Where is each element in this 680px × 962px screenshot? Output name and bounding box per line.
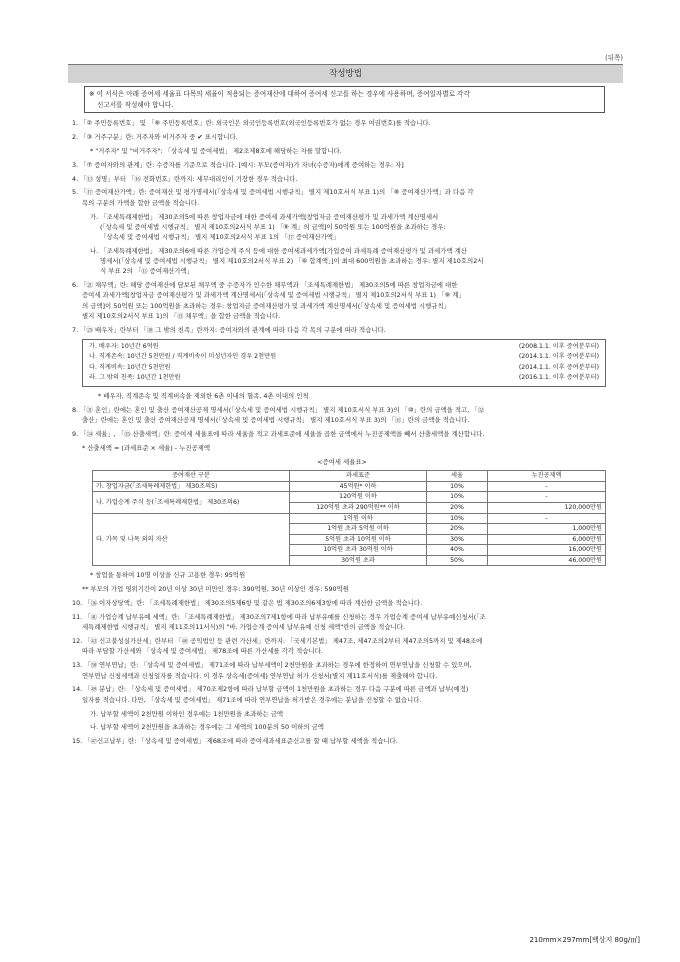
instruction-item-15: 15. 「㊼신고납부」란: 「상속세 및 증여세법」 제68조에 따라 증여세과세표준신고를 할 때 납부할 세액을 적습니다. <box>72 737 398 746</box>
table-cell: 다. 가목 및 나목 외의 자산 <box>93 513 290 566</box>
instruction-item-14 <box>72 684 612 704</box>
instruction-item-2 <box>72 132 612 142</box>
table-cell: 30% <box>427 534 488 545</box>
item-line: 증여세 과세가액[창업자금 증여재산평가 및 과세가액 계산명세서(「상속세 및 증여세법 시행규칙」 별지 제10호의2서식 부표 1) 「⑨ 계」 <box>82 291 465 300</box>
item-line: 따라 부담할 가산세와 「상속세 및 증여세법」 제78조에 따른 가산세를 각각 적습니다. <box>82 647 323 656</box>
table-note: ** 부모의 가업 영위기간이 20년 이상 30년 미만인 경우: 390억원, 30년 이상인 경우: 590억원 <box>82 585 349 594</box>
table-cell: 10% <box>427 481 488 492</box>
instruction-item-11 <box>72 612 612 632</box>
calc-note: * 산출세액 = (과세표준 × 세율) - 누진공제액 <box>82 443 211 452</box>
table-cell: 30억원 초과 <box>290 555 427 566</box>
item-line: 2. 「③ 거주구분」란: 거주자와 비거주자 중 ✔ 표시합니다. <box>72 132 238 141</box>
item-line: 10. 「㊱ 이자상당액」란: 「조세특례제한법」 제30조의5제6항 및 같은 법 제30조의6제3항에 따라 계산한 금액을 적습니다. <box>72 599 423 608</box>
paper-spec-footer: 210mm×297mm[백상지 80g/㎡] <box>529 936 640 944</box>
relation-row <box>83 342 605 353</box>
table-row <box>93 481 606 492</box>
instruction-item-14-sub-a: 가. 납부할 세액이 2천만원 이하인 경우에는 1천만원을 초과하는 금액 <box>90 709 284 718</box>
table-header-row <box>93 471 606 482</box>
table-header: 과세표준 <box>290 471 427 482</box>
tax-table-title: <증여세 세율표> <box>317 457 367 466</box>
notice-line: 신고서를 작성해야 합니다. <box>97 100 174 109</box>
notice-line: ※ 이 서식은 아래 증여세 세율표 다목의 세율이 적용되는 증여재산에 대하여 증여세 신고를 하는 경우에 사용하며, 증여일자별로 각각 <box>89 90 470 98</box>
item-line: 11. 「㊶ 가업승계 납부유예 세액」란: 「조세특례제한법」 제30조의7제1항에 따라 납부유예를 신청하는 경우 가업승계 증여세 납부유예신청서(「조 <box>72 613 486 622</box>
table-cell: 120,000만원 <box>488 502 606 513</box>
table-cell: 20% <box>427 524 488 535</box>
table-cell: 나. 가업승계 주식 등(「조세특례제한법」 제30조의6) <box>93 492 290 513</box>
table-cell: 50% <box>427 555 488 566</box>
instructions <box>72 118 612 750</box>
table-cell: - <box>488 492 606 503</box>
back-page-label: (뒤쪽) <box>605 54 623 62</box>
table-header: 세율 <box>427 471 488 482</box>
instruction-item-14-sub-b: 나. 납부할 세액이 2천만원을 초과하는 경우에는 그 세액의 100분의 50 이하의 금액 <box>90 723 324 732</box>
relation-row <box>83 352 605 363</box>
instruction-item-5 <box>72 187 612 207</box>
section-title: 작성방법 <box>68 64 623 83</box>
relation-text: 나. 직계존속: 10년간 5천만원 / 직계비속이 미성년자인 경우 2천만원 <box>89 353 277 361</box>
instruction-item-3 <box>72 160 612 170</box>
item-line: 목의 구분의 가액을 합한 금액을 적습니다. <box>82 198 200 207</box>
item-line: 연부연납 신청세액과 신청일자를 적습니다. 이 경우 상속세(증여세) 연부연납 허가 신청서(별지 제11호서식)를 제출해야 합니다. <box>82 671 438 680</box>
relation-note: * 배우자, 직계존속 및 직계비속을 제외한 6촌 이내의 혈족, 4촌 이내의 인척 <box>98 391 309 400</box>
tax-rate-table <box>92 470 606 566</box>
table-cell: 5억원 초과 10억원 이하 <box>290 534 427 545</box>
table-cell: 1,000만원 <box>488 524 606 535</box>
instruction-item-4 <box>72 174 612 184</box>
relation-box <box>82 339 606 387</box>
relation-text: 다. 직계비속: 10년간 5천만원 <box>89 363 171 371</box>
table-cell: 1억원 초과 5억원 이하 <box>290 524 427 535</box>
table-cell: 16,000만원 <box>488 545 606 556</box>
instruction-item-1 <box>72 118 612 128</box>
item-line: 12. 「㊸ 신고불성실가산세」란부터 「㊽ 공익법인 등 관련 가산세」란까지: 「국세기본법」 제47조, 제47조의2부터 제47조의5까지 및 제48조에 <box>72 637 483 646</box>
table-header: 증여재산 구분 <box>93 471 290 482</box>
relation-row <box>83 363 605 374</box>
item-line: 일자를 적습니다. 다만, 「상속세 및 증여세법」 제71조에 따라 연부연납을 허가받은 경우에는 분납을 신청할 수 없습니다. <box>82 695 422 704</box>
instruction-item-5-sub-a <box>72 212 612 243</box>
relation-period: (2014.1.1. 이후 증여분부터) <box>518 363 599 371</box>
item-line: 6. 「㉑ 채무액」란: 해당 증여재산에 담보된 채무액 중 수증자가 인수한 채무액과 「조세특례제한법」 제30조의5에 따른 창업자금에 대한 <box>72 281 458 290</box>
relation-period: (2008.1.1. 이후 증여분부터) <box>518 342 599 350</box>
item-line: 4. 「⑬ 성명」부터 「⑯ 전화번호」란까지: 세무대리인이 기장한 경우 적습니다. <box>72 174 298 183</box>
relation-period: (2016.1.1. 이후 증여분부터) <box>518 374 599 382</box>
item-line: (「상속세 및 증여세법 시행규칙」 별지 제10호의2서식 부표 1) 「⑨ 계」의 금액]이 50억원 또는 100억원을 초과하는 경우: <box>100 222 446 231</box>
item-line: 9. 「㉞ 세율」, 「㉟ 산출세액」란: 증여세 세율표에 따라 세율을 적고 과세표준에 세율을 곱한 금액에서 누진공제액을 빼서 산출세액을 계산합니다. <box>72 429 485 438</box>
table-cell: - <box>488 481 606 492</box>
item-line: 3. 「⑦ 증여자와의 관계」란: 수증자를 기준으로 적습니다. [예시: 부모(증여자)가 자녀(수증자)에게 증여하는 경우: 자] <box>72 160 404 169</box>
relation-text: 라. 그 밖의 친족: 10년간 1천만원 <box>89 374 181 382</box>
item-line: 출산」란에는 혼인 및 출산 증여재산공제 명세서(「상속세 및 증여세법 시행규칙」 별지 제10호서식 부표 3)의 「⑪」란의 금액을 적습니다. <box>82 415 470 424</box>
table-cell: 가. 창업자금(「조세특례제한법」 제30조의5) <box>93 481 290 492</box>
instruction-item-2-note <box>72 146 612 156</box>
table-cell: 45억원* 이하 <box>290 481 427 492</box>
table-cell: 120억원 초과 290억원** 이하 <box>290 502 427 513</box>
relation-row <box>83 373 605 384</box>
item-line: * "거주자" 및 "비거주자": 「상속세 및 증여세법」 제2조제8호에 해당하는 자를 말합니다. <box>90 146 342 155</box>
instruction-item-13 <box>72 660 612 680</box>
table-cell: 10% <box>427 492 488 503</box>
table-cell: 10억원 초과 30억원 이하 <box>290 545 427 556</box>
relation-period: (2014.1.1. 이후 증여분부터) <box>518 353 599 361</box>
item-line: 8. 「㉛ 혼인」란에는 혼인 및 출산 증여재산공제 명세서(「상속세 및 증여세법 시행규칙」 별지 제10호서식 부표 3)의 「⑩」란의 금액을 적고, 「㉜ <box>72 405 485 414</box>
item-line: 가. 「조세특례제한법」 제30조의5에 따른 창업자금에 대한 증여세 과세가액[창업자금 증여재산평가 및 과세가액 계산명세서 <box>90 212 439 221</box>
instruction-item-12 <box>72 636 612 656</box>
item-line: 의 금액]이 50억원 또는 100억원을 초과하는 경우: 창업자금 증여재산평가 및 과세가액 계산명세서(「상속세 및 증여세법 시행규칙」 <box>82 301 450 310</box>
item-line: 별지 제10호의2서식 부표 1)의 「⑬ 채무액」을 합한 금액을 적습니다. <box>82 311 281 320</box>
item-line: 「상속세 및 증여세법 시행규칙」 별지 제10호의2서식 부표 1의 「⑰ 증여재산가액」 <box>100 232 340 241</box>
table-cell: - <box>488 513 606 524</box>
instruction-item-9 <box>72 429 612 439</box>
table-cell: 1억원 이하 <box>290 513 427 524</box>
item-line: 1. 「② 주민등록번호」 및 「⑨ 주민등록번호」란: 외국인은 외국인등록번호(외국인등록번호가 없는 경우 여권번호)를 적습니다. <box>72 119 431 127</box>
table-row <box>93 492 606 503</box>
item-line: 7. 「㉕ 배우자」란부터 「㉚ 그 밖의 친족」란까지: 증여자와의 관계에 따라 다음 각 목의 구분에 따라 적습니다. <box>72 325 386 334</box>
item-line: 세특례제한법 시행규칙」 별지 제11호의11서식)의 "바. 가업승계 증여세 납부유예 신청 세액"란의 금액을 적습니다. <box>82 623 405 632</box>
instruction-item-5-sub-b <box>72 246 612 277</box>
table-row <box>93 513 606 524</box>
instruction-item-10 <box>72 598 612 608</box>
notice-box <box>84 86 605 113</box>
item-line: 5. 「⑰ 증여재산가액」란: 증여재산 및 평가명세서(「상속세 및 증여세법 시행규칙」 별지 제10호서식 부표 1)의 「⑧ 증여재산가액」과 다음 각 <box>72 188 474 197</box>
relation-text: 가. 배우자: 10년간 6억원 <box>89 342 159 350</box>
table-cell: 40% <box>427 545 488 556</box>
item-line: 13. 「㊿ 연부연납」란: 「상속세 및 증여세법」 제71조에 따라 납부세액이 2천만원을 초과하는 경우에 한정하여 연부연납을 신청할 수 있으며, <box>72 661 472 670</box>
table-cell: 20% <box>427 502 488 513</box>
item-line: 식 부표 2의 「⑬ 증여재산가액」 <box>100 267 194 276</box>
table-cell: 6,000만원 <box>488 534 606 545</box>
table-header: 누진공제액 <box>488 471 606 482</box>
instruction-item-7 <box>72 325 612 335</box>
table-note: * 창업을 통하여 10명 이상을 신규 고용한 경우: 95억원 <box>90 571 246 580</box>
item-line: 명세서(「상속세 및 증여세법 시행규칙」 별지 제10호의2서식 부표 2) 「⑥ 합계액」]이 최대 600억원을 초과하는 경우: 별지 제10호의2서 <box>100 257 484 266</box>
table-cell: 120억원 이하 <box>290 492 427 503</box>
item-line: 14. 「㊾ 분납」란: 「상속세 및 증여세법」 제70조제2항에 따라 납부할 금액이 1천만원을 초과하는 경우 다음 구분에 따른 금액과 납부(예정) <box>72 685 469 694</box>
table-cell: 10% <box>427 513 488 524</box>
instruction-item-8 <box>72 405 612 425</box>
instruction-item-6 <box>72 280 612 321</box>
table-cell: 46,000만원 <box>488 555 606 566</box>
item-line: 나. 「조세특례제한법」 제30조의6에 따른 가업승계 주식 등에 대한 증여세과세가액[가업증여 과세특례 증여재산평가 및 과세가액 계산 <box>90 246 467 255</box>
